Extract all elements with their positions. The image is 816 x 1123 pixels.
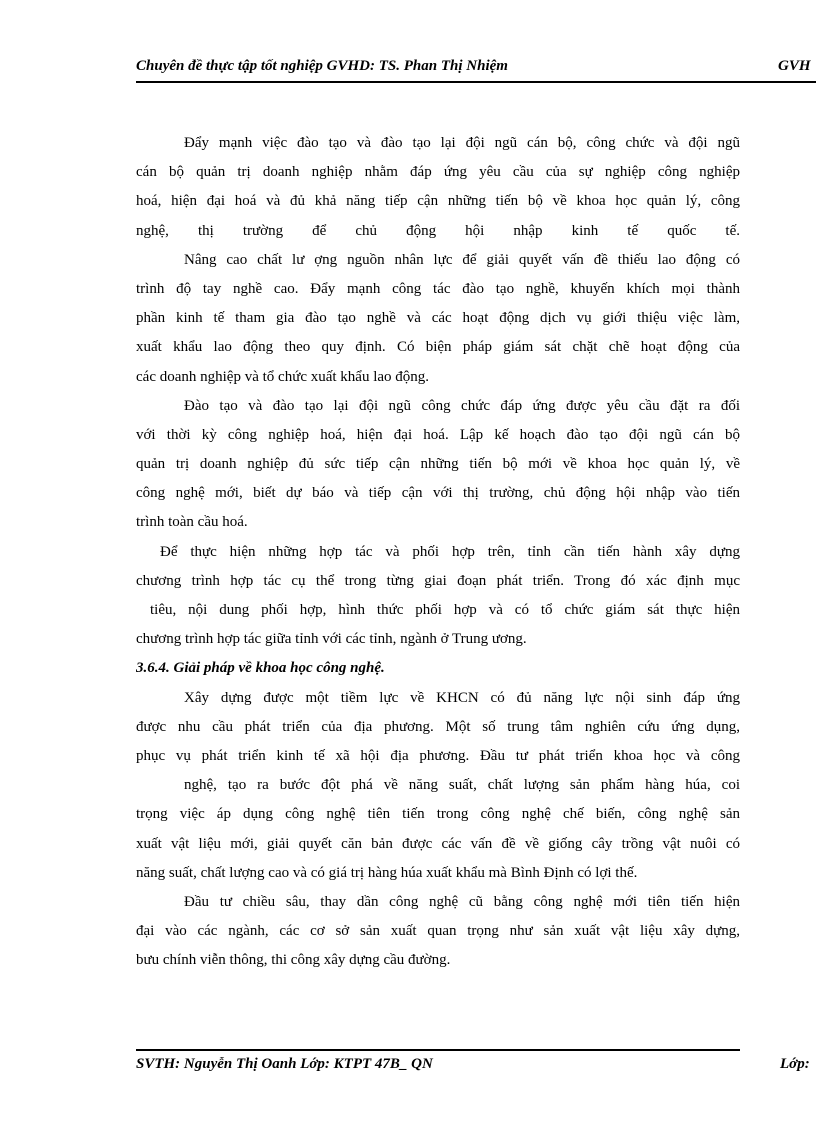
text-line: nghệ, thị trường để chủ động hội nhập kinh tế quốc tế. <box>136 222 740 239</box>
text-line: nghệ, tạo ra bước đột phá về năng suất, chất lượng sản phẩm hàng húa, coi <box>184 777 740 794</box>
paragraph-cooperation <box>136 538 740 655</box>
text-line: bưu chính viễn thông, thi công xây dựng cầu đường. <box>136 952 451 969</box>
text-line: chương trình hợp tác cụ thể trong từng giai đoạn phát triển. Trong đó xác định mục <box>136 572 740 589</box>
text-line: hoá, hiện đại hoá và đủ khả năng tiếp cận những tiến bộ về khoa học quản lý, công <box>136 193 740 210</box>
paragraph-training <box>136 129 740 246</box>
text-line: công nghệ mới, biết dự báo và tiếp cận với thị trường, chủ động hội nhập vào tiến <box>136 485 740 502</box>
footer-right-text: Lớp: <box>780 1056 810 1072</box>
text-line: trình toàn cầu hoá. <box>136 514 248 531</box>
text-line: quản trị doanh nghiệp đủ sức tiếp cận những tiến bộ mới về khoa học quản lý, về <box>136 456 740 473</box>
paragraph-investment <box>136 888 740 976</box>
text-line: xuất vật liệu mới, giải quyết căn bản được các vấn đề về giống cây trồng vật nuôi có <box>136 835 740 852</box>
text-line: các doanh nghiệp và tổ chức xuất khẩu lao động. <box>136 368 430 385</box>
header-title: Chuyên đề thực tập tốt nghiệp GVHD: TS. Phan Thị Nhiệm <box>136 58 508 74</box>
text-line: cán bộ quản trị doanh nghiệp nhằm đáp ứng yêu cầu của sự nghiệp công nghiệp <box>136 164 740 181</box>
text-line: được nhu cầu phát triển của địa phương. Một số trung tâm nghiên cứu ứng dụng, <box>136 718 740 735</box>
text-line: với thời kỳ công nghiệp hoá, hiện đại hoá. Lập kế hoạch đào tạo đội ngũ cán bộ <box>136 426 740 443</box>
text-line: Đào tạo và đào tạo lại đội ngũ công chức đáp ứng được yêu cầu đặt ra đối <box>184 397 740 414</box>
text-line: đại vào các ngành, các cơ sở sản xuất quan trọng như sản xuất vật liệu xây dựng, <box>136 923 740 940</box>
page-body <box>136 129 740 975</box>
text-line: năng suất, chất lượng cao và có giá trị hàng húa xuất khẩu mà Bình Định có lợi thế. <box>136 864 638 881</box>
text-line: chương trình hợp tác giữa tỉnh với các tỉnh, ngành ở Trung ương. <box>136 631 527 648</box>
footer-divider <box>136 1049 740 1051</box>
text-line: tiêu, nội dung phối hợp, hình thức phối hợp và có tổ chức giám sát thực hiện <box>150 602 740 618</box>
text-line: trình độ tay nghề cao. Đẩy mạnh công tác đào tạo nghề, khuyến khích mọi thành <box>136 280 740 297</box>
text-line: Nâng cao chất lư ợng nguồn nhân lực để giải quyết vấn đề thiếu lao động có <box>184 251 740 268</box>
header-divider <box>136 81 816 83</box>
text-line: phục vụ phát triển kinh tế xã hội địa phương. Đầu tư phát triển khoa học và công <box>136 747 740 764</box>
text-line: trọng việc áp dụng công nghệ tiên tiến trong công nghệ chế biến, công nghệ sản <box>136 806 740 823</box>
text-line: xuất khẩu lao động theo quy định. Có biện pháp giám sát chặt chẽ hoạt động của <box>136 339 740 356</box>
footer-student-info: SVTH: Nguyễn Thị Oanh Lớp: KTPT 47B_ QN <box>136 1056 433 1072</box>
text-line: Đầu tư chiều sâu, thay dần công nghệ cũ bằng công nghệ mới tiên tiến hiện <box>184 893 740 910</box>
text-line: Xây dựng được một tiềm lực về KHCN có đủ năng lực nội sinh đáp ứng <box>184 689 740 706</box>
paragraph-civil-servants <box>136 392 740 538</box>
text-line: Để thực hiện những hợp tác và phối hợp trên, tỉnh cần tiến hành xây dựng <box>160 543 740 560</box>
paragraph-science-technology <box>136 684 740 888</box>
text-line: Đẩy mạnh việc đào tạo và đào tạo lại đội ngũ cán bộ, công chức và đội ngũ <box>184 135 740 151</box>
header-right-text: GVH <box>778 58 811 74</box>
paragraph-human-resources <box>136 246 740 392</box>
section-heading: 3.6.4. Giải pháp về khoa học công nghệ. <box>136 660 385 677</box>
text-line: phần kinh tế tham gia đào tạo nghề và các hoạt động dịch vụ giới thiệu việc làm, <box>136 310 740 327</box>
